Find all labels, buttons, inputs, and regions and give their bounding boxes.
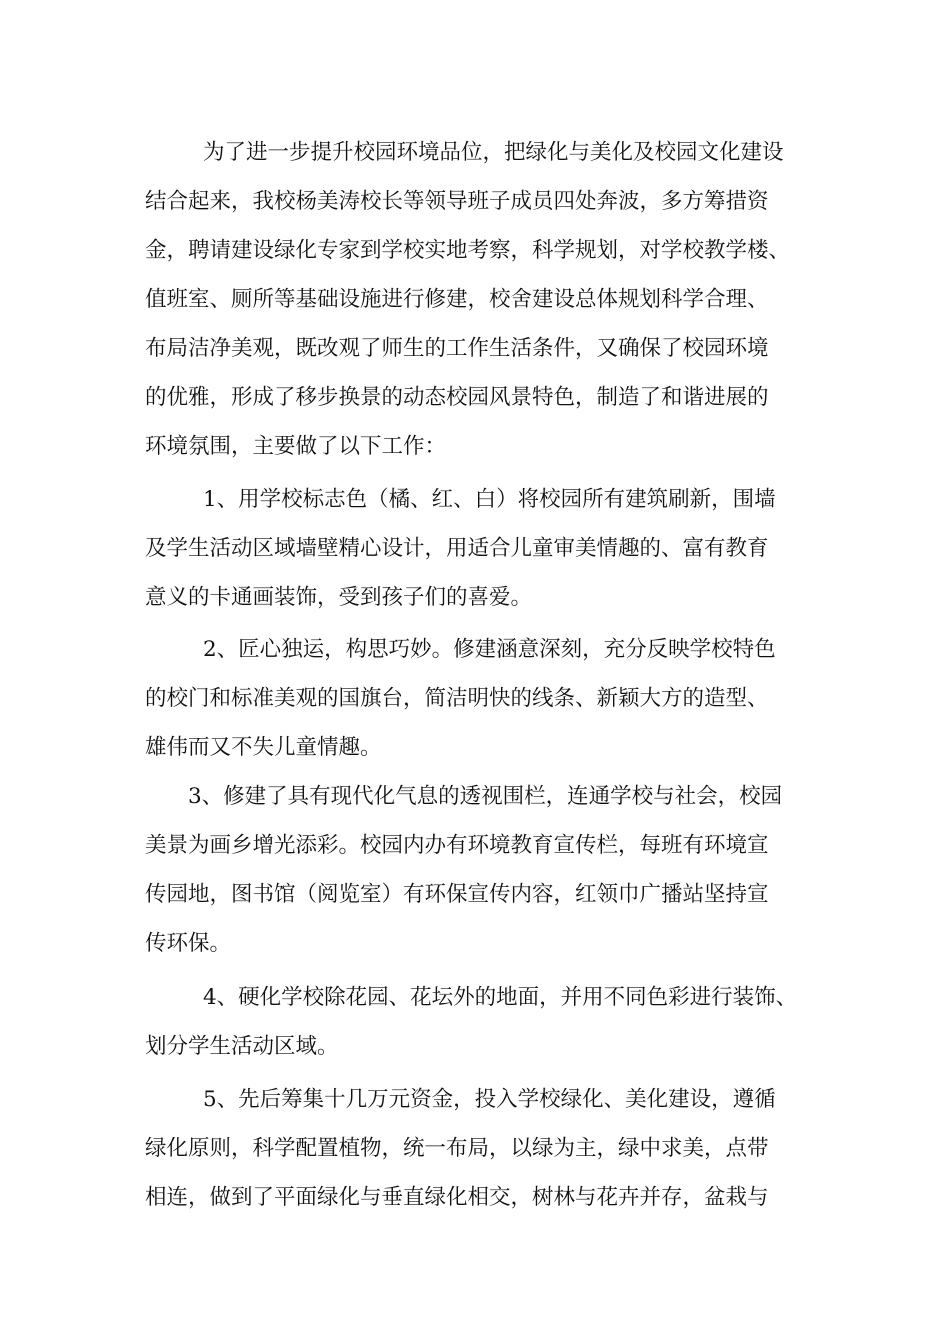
text-line: 布局洁净美观，既改观了师生的工作生活条件，又确保了校园环境 xyxy=(145,336,769,361)
text-line: 美景为画乡增光添彩。校园内办有环境教育宣传栏，每班有环境宣 xyxy=(145,833,769,858)
text-line: 传环保。 xyxy=(145,931,232,956)
text-line: 值班室、厕所等基础设施进行修建，校舍建设总体规划科学合理、 xyxy=(145,287,769,312)
text-line: 意义的卡通画装饰，受到孩子们的喜爱。 xyxy=(145,585,533,610)
text-line: 环境氛围，主要做了以下工作： xyxy=(145,434,447,459)
text-line: 3、修建了具有现代化气息的透视围栏，连通学校与社会，校园 xyxy=(188,784,783,809)
text-line: 1、用学校标志色（橘、红、白）将校园所有建筑刷新，围墙 xyxy=(203,487,776,512)
text-line: 金，聘请建设绿化专家到学校实地考察，科学规划，对学校教学楼、 xyxy=(145,238,791,263)
text-line: 绿化原则，科学配置植物，统一布局，以绿为主，绿中求美，点带 xyxy=(145,1136,769,1161)
text-line: 传园地，图书馆（阅览室）有环保宣传内容，红领巾广播站坚持宣 xyxy=(145,882,769,907)
text-line: 及学生活动区域墙壁精心设计，用适合儿童审美情趣的、富有教育 xyxy=(145,536,769,561)
text-line: 2、匠心独运，构思巧妙。修建涵意深刻，充分反映学校特色 xyxy=(203,637,776,662)
text-line: 相连，做到了平面绿化与垂直绿化相交，树林与花卉并存，盆栽与 xyxy=(145,1185,769,1210)
text-line: 结合起来，我校杨美涛校长等领导班子成员四处奔波，多方筹措资 xyxy=(145,189,769,214)
text-line: 4、硬化学校除花园、花坛外的地面，并用不同色彩进行装饰、 xyxy=(203,985,798,1010)
text-line: 5、先后筹集十几万元资金，投入学校绿化、美化建设，遵循 xyxy=(203,1087,776,1112)
text-line: 为了进一步提升校园环境品位，把绿化与美化及校园文化建设 xyxy=(203,140,784,165)
text-line: 划分学生活动区域。 xyxy=(145,1034,339,1059)
text-line: 雄伟而又不失儿童情趣。 xyxy=(145,735,382,760)
text-line: 的优雅，形成了移步换景的动态校园风景特色，制造了和谐进展的 xyxy=(145,385,769,410)
text-line: 的校门和标准美观的国旗台，简洁明快的线条、新颖大方的造型、 xyxy=(145,686,769,711)
